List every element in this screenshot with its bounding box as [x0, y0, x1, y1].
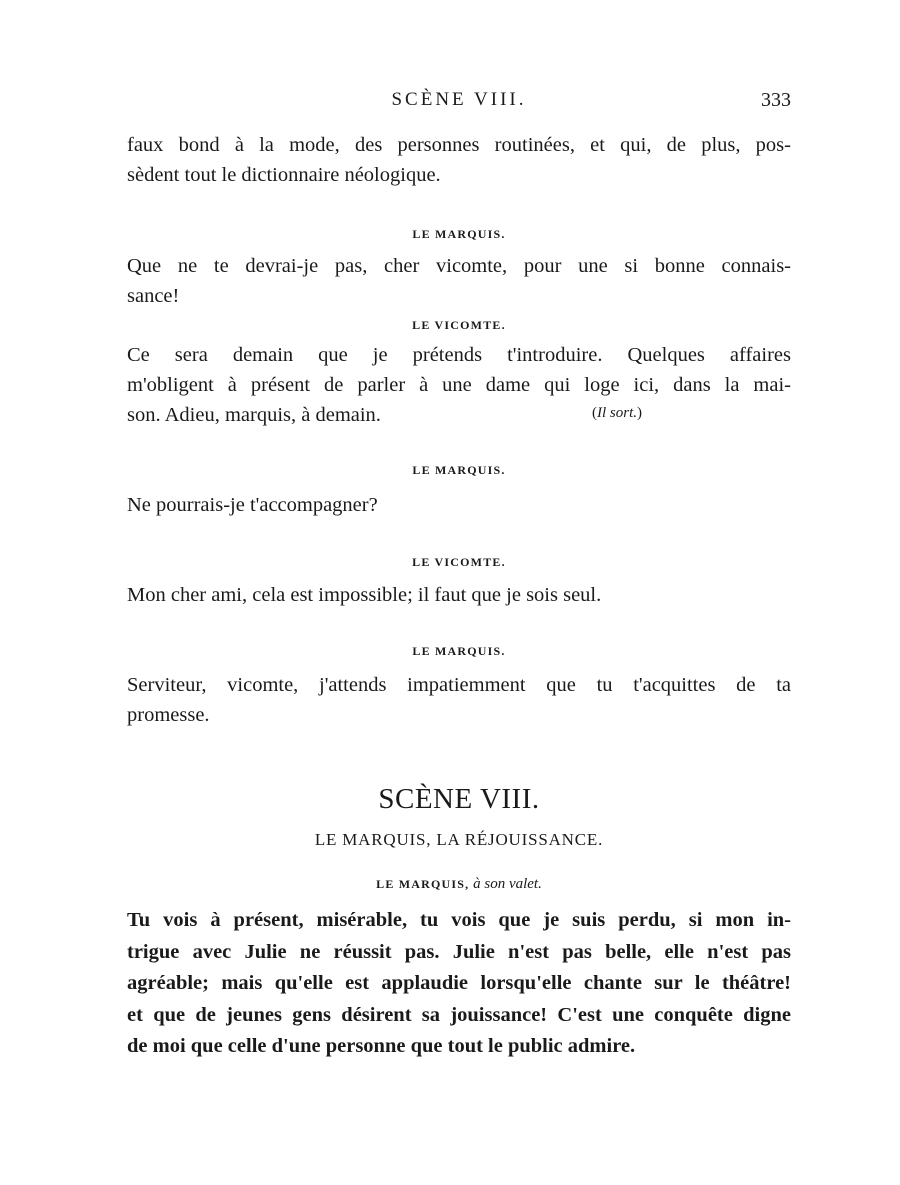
- speaker-with-direction: [127, 876, 791, 893]
- dialogue-paragraph: [127, 251, 791, 311]
- speaker-name: LE MARQUIS.: [412, 644, 506, 658]
- text-line: Ce sera demain que je prétends t'introduire. Quelques affaires: [127, 344, 791, 366]
- text-line: Ne pourrais-je t'accompagner?: [127, 494, 378, 516]
- book-page: [127, 0, 791, 1185]
- speaker-name: LE MARQUIS.: [412, 463, 506, 477]
- stage-direction: (Il sort.): [592, 405, 643, 421]
- text-line: Tu vois à présent, misérable, tu vois que je suis perdu, si mon in-: [127, 909, 791, 931]
- dialogue-paragraph: [127, 670, 791, 730]
- speaker-direction: à son valet.: [473, 876, 542, 892]
- text-line: sance!: [127, 285, 180, 307]
- stage-direction-text: Il sort.: [597, 405, 638, 421]
- text-line: et que de jeunes gens désirent sa jouissance! C'est une conquête digne: [127, 1003, 791, 1026]
- text-line: Mon cher ami, cela est impossible; il faut que je sois seul.: [127, 584, 602, 606]
- speaker-name: LE MARQUIS.: [412, 227, 506, 241]
- text-line: promesse.: [127, 704, 210, 726]
- text-line: faux bond à la mode, des personnes routinées, et qui, de plus, pos-: [127, 134, 791, 156]
- text-line: Que ne te devrai-je pas, cher vicomte, pour une si bonne connais-: [127, 255, 791, 277]
- running-head-title: SCÈNE VIII.: [391, 89, 527, 110]
- dialogue-paragraph: [127, 905, 791, 1063]
- text-line: Serviteur, vicomte, j'attends impatiemment que tu t'acquittes de ta: [127, 674, 791, 696]
- dialogue-paragraph: [127, 130, 791, 190]
- page-number: 333: [761, 89, 791, 111]
- running-head: [127, 89, 791, 115]
- text-line: sèdent tout le dictionnaire néologique.: [127, 164, 441, 186]
- text-line: son. Adieu, marquis, à demain.: [127, 404, 381, 426]
- text-line: trigue avec Julie ne réussit pas. Julie n'est pas belle, elle n'est pas: [127, 940, 791, 963]
- text-line: agréable; mais qu'elle est applaudie lorsqu'elle chante sur le théâtre!: [127, 972, 791, 994]
- speaker-name: LE VICOMTE.: [412, 555, 506, 569]
- text-line: de moi que celle d'une personne que tout le public admire.: [127, 1035, 636, 1057]
- scene-heading: SCÈNE VIII.: [378, 783, 540, 815]
- dialogue-paragraph: [127, 490, 791, 520]
- dialogue-paragraph: [127, 580, 791, 610]
- scene-characters: LE MARQUIS, LA RÉJOUISSANCE.: [314, 830, 604, 849]
- speaker-name: LE MARQUIS,: [376, 877, 470, 891]
- text-line: m'obligent à présent de parler à une dame qui loge ici, dans la mai-: [127, 374, 791, 396]
- speaker-name: LE VICOMTE.: [412, 318, 506, 332]
- dialogue-paragraph: [127, 340, 791, 430]
